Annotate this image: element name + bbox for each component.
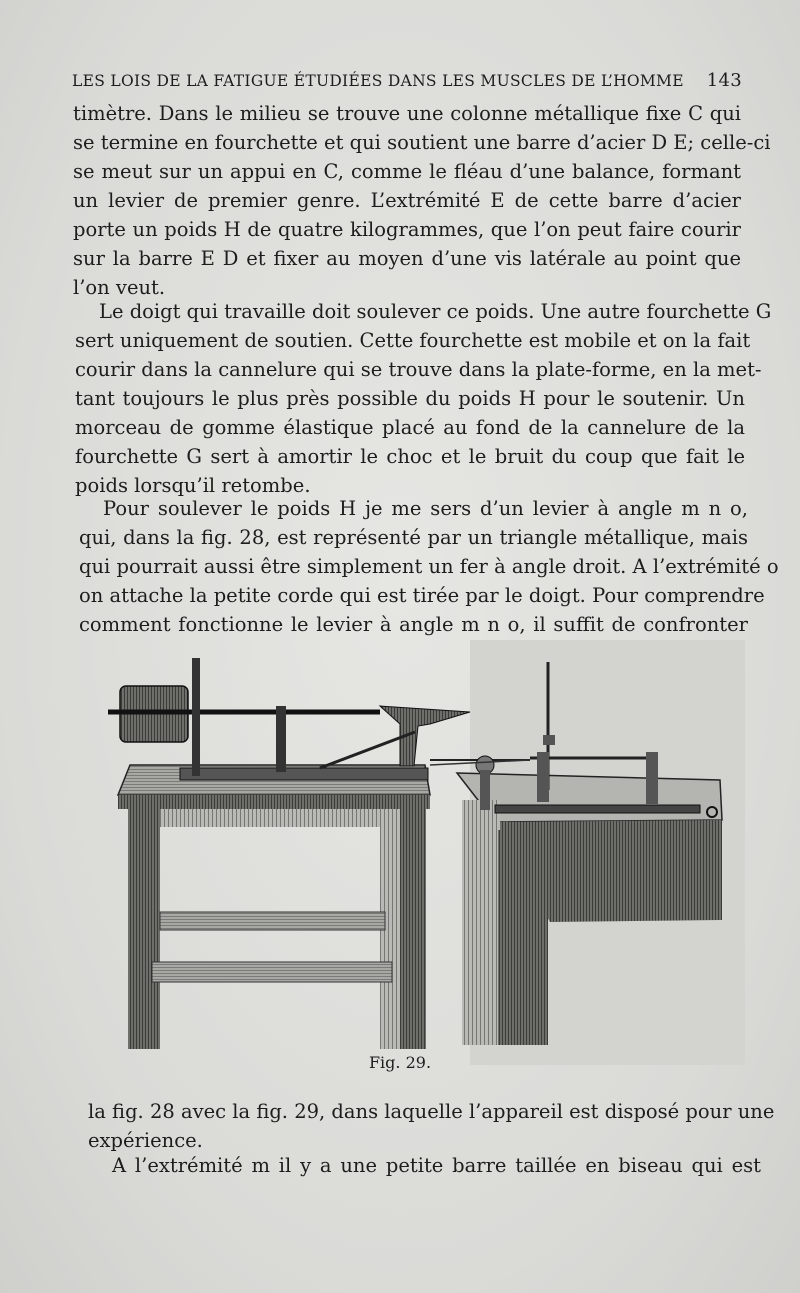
- text-line: qui pourrait aussi être simplement un fer à angle droit. A l’extrémité o: [79, 555, 779, 578]
- text-line: un levier de premier genre. L’extrémité E de cette barre d’acier: [73, 189, 741, 212]
- text-line: A l’extrémité m il y a une petite barre taillée en biseau qui est: [112, 1154, 761, 1177]
- page-number: 143: [706, 70, 742, 91]
- text-line: qui, dans la fig. 28, est représenté par un triangle métallique, mais: [79, 526, 748, 549]
- text-line: expérience.: [88, 1129, 203, 1152]
- text-line: porte un poids H de quatre kilogrammes, que l’on peut faire courir: [73, 218, 741, 241]
- paragraph-1: [73, 99, 771, 302]
- weight-lever-apparatus: [108, 658, 530, 780]
- text-line: se termine en fourchette et qui soutient une barre d’acier D E; celle-ci: [73, 131, 771, 154]
- figure-caption: Fig. 29.: [368, 1053, 432, 1072]
- text-line: on attache la petite corde qui est tirée par le doigt. Pour comprendre: [79, 584, 765, 607]
- apparatus-engraving: [100, 640, 750, 1065]
- text-line: se meut sur un appui en C, comme le fléau d’une balance, formant: [73, 160, 741, 183]
- text-line: l’on veut.: [73, 276, 166, 299]
- text-line: morceau de gomme élastique placé au fond de la cannelure de la: [75, 416, 745, 439]
- left-table: [118, 765, 430, 1049]
- paragraph-5: [88, 1151, 761, 1180]
- running-header: [72, 72, 742, 96]
- text-line: sert uniquement de soutien. Cette fourchette est mobile et on la fait: [75, 329, 751, 352]
- text-line: poids lorsqu’il retombe.: [75, 474, 311, 497]
- running-title: LES LOIS DE LA FATIGUE ÉTUDIÉES DANS LES MUSCLES DE L’HOMME: [72, 72, 684, 90]
- text-line: Pour soulever le poids H je me sers d’un levier à angle m n o,: [103, 497, 748, 520]
- text-line: Le doigt qui travaille doit soulever ce poids. Une autre fourchette G: [99, 300, 772, 323]
- text-line: la fig. 28 avec la fig. 29, dans laquelle l’appareil est disposé pour une: [88, 1100, 775, 1123]
- paragraph-4: [88, 1097, 775, 1155]
- text-line: fourchette G sert à amortir le choc et le bruit du coup que fait le: [75, 445, 745, 468]
- text-line: tant toujours le plus près possible du poids H pour le soutenir. Un: [75, 387, 745, 410]
- text-line: courir dans la cannelure qui se trouve dans la plate-forme, en la met-: [75, 358, 762, 381]
- paragraph-3: [79, 494, 779, 639]
- paragraph-2: [75, 297, 772, 500]
- text-line: comment fonctionne le levier à angle m n o, il suffit de confronter: [79, 613, 748, 636]
- text-line: sur la barre E D et fixer au moyen d’une vis latérale au point que: [73, 247, 741, 270]
- text-line: timètre. Dans le milieu se trouve une colonne métallique fixe C qui: [73, 102, 741, 125]
